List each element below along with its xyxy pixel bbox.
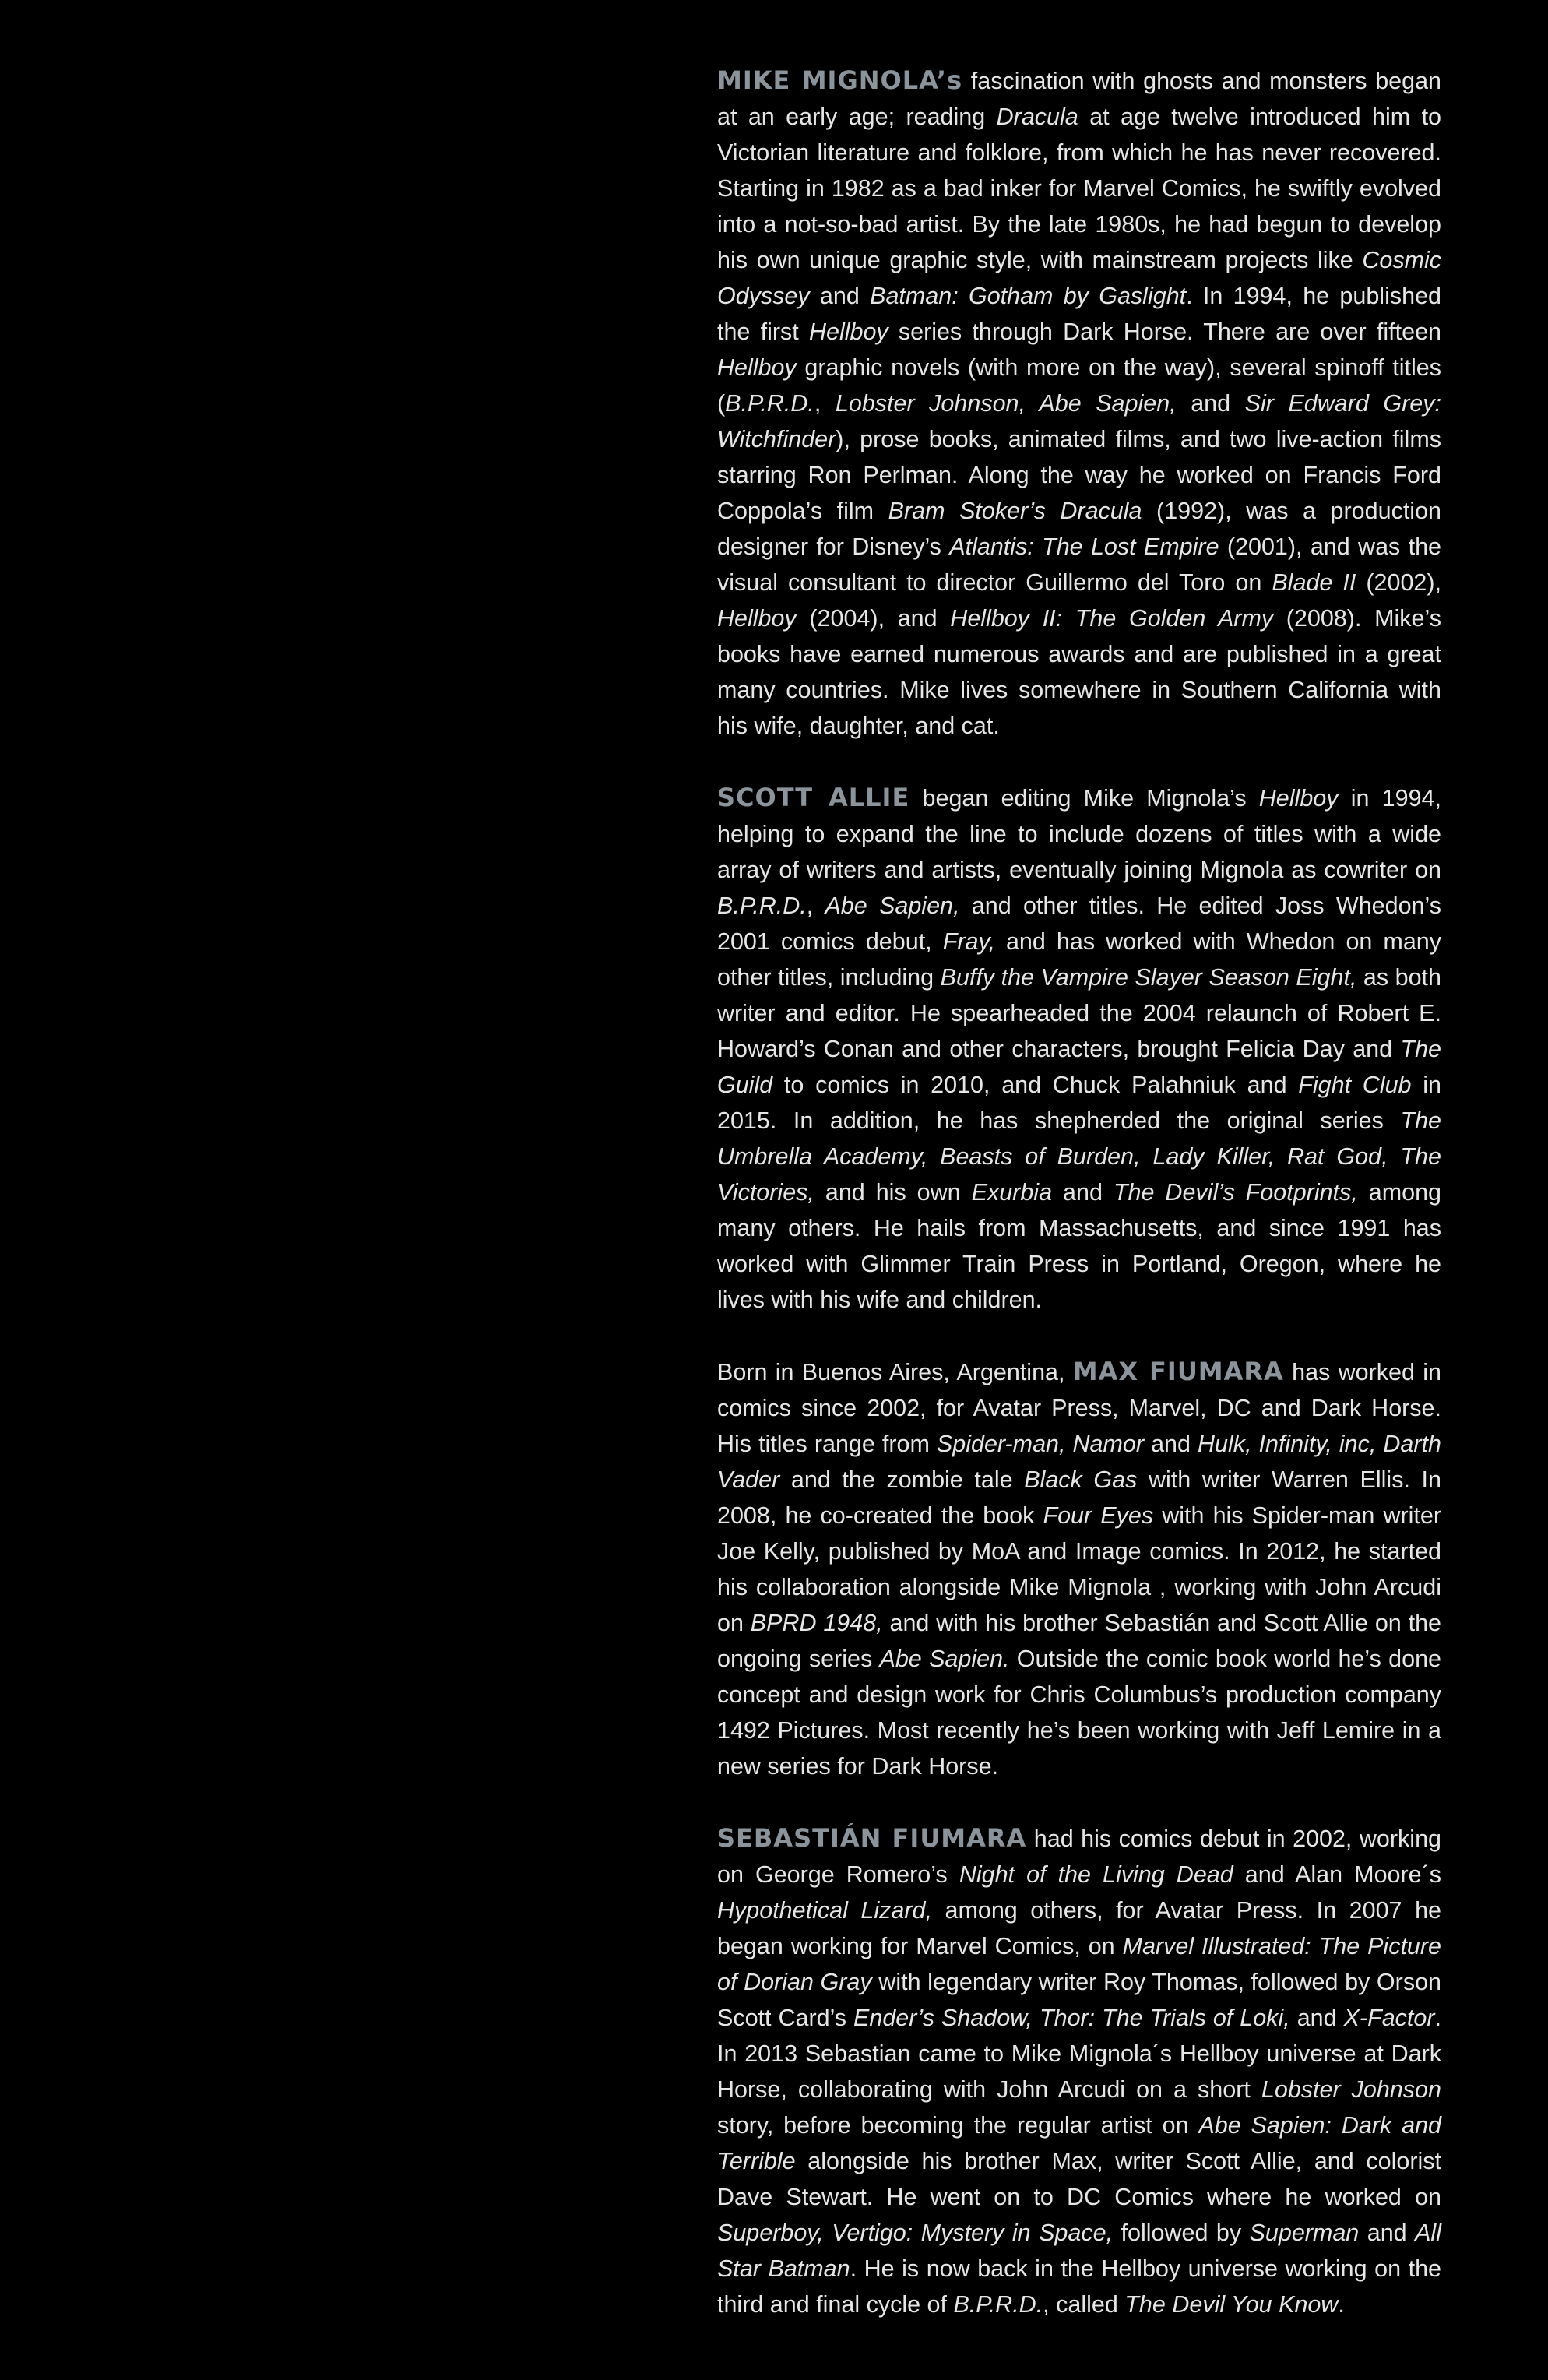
bio-text: and his own (814, 1179, 972, 1206)
bio-name: SCOTT ALLIE (717, 783, 910, 812)
bio-text: and (1289, 2005, 1344, 2031)
bio-title-text: Hellboy II: The Golden Army (950, 605, 1274, 632)
bio-text: series through Dark Horse. There are over fifteen (888, 319, 1441, 345)
bio-text: had his comics debut in 2002, working on George Romero’s (717, 1825, 1441, 1888)
bio-text: (2008). Mike’s books have earned numerous awards and are published in a great many countries. Mike lives somewhere in Southern California with his wife, daughter, and cat. (717, 605, 1441, 739)
bio-text: has worked in comics since 2002, for Avatar Press, Marvel, DC and Dark Horse. His titles range from (717, 1359, 1441, 1457)
bio-text: followed by (1113, 2220, 1250, 2246)
bio-text: (2002), (1356, 569, 1441, 596)
bio-text: Outside the comic book world he’s done concept and design work for Chris Columbus’s production company 1492 Pictures. Most recently he’s been working with Jeff Lemire in a new series for Dark Horse. (717, 1646, 1442, 1780)
bio-title-text: Sir Edward Grey: Witchfinder (717, 390, 1441, 452)
bio-title-text: B.P.R.D. (717, 892, 807, 919)
bio-title-text: The Devil’s Footprints, (1113, 1179, 1358, 1206)
bio-text: (2004), and (796, 605, 951, 632)
bio-title-text: Lobster Johnson, Abe Sapien, (835, 390, 1177, 417)
bio-text: (2001), and was the visual consultant to director Guillermo del Toro on (717, 533, 1441, 596)
bio-title-text: Dracula (996, 104, 1078, 130)
bio-name: MIKE MIGNOLA’s (717, 65, 963, 95)
bio-title-text: B.P.R.D. (953, 2291, 1043, 2318)
bio-paragraph (717, 1354, 1441, 1784)
bio-title-text: Abe Sapien. (879, 1646, 1010, 1672)
bio-text: with his Spider-man writer Joe Kelly, published by MoA and Image comics. In 2012, he started his collaboration alongside Mike Mignola , working with John Arcudi on (717, 1502, 1441, 1636)
bio-text: alongside his brother Max, writer Scott Allie, and colorist Dave Stewart. He went on to DC Comics where he worked on (717, 2148, 1441, 2210)
bio-text: story, before becoming the regular artist on (717, 2112, 1199, 2139)
bio-title-text: Hellboy (717, 354, 797, 381)
bio-title-text: B.P.R.D. (725, 390, 814, 417)
bio-text: and has worked with Whedon on many other titles, including (717, 928, 1441, 991)
bio-text: among many others. He hails from Massachusetts, and since 1991 has worked with Glimmer Train Press in Portland, Oregon, where he lives with his wife and children. (717, 1179, 1442, 1313)
bio-title-text: Fray, (942, 928, 995, 955)
bio-title-text: Hellboy (717, 605, 797, 632)
bio-title-text: X-Factor (1343, 2005, 1435, 2031)
bio-text: and other titles. He edited Joss Whedon’s 2001 comics debut, (717, 892, 1441, 955)
bio-title-text: Ender’s Shadow, Thor: The Trials of Loki, (853, 2005, 1290, 2031)
bio-paragraph (717, 62, 1441, 744)
bio-text: in 1994, helping to expand the line to include dozens of titles with a wide array of writers and artists, eventually joining Mignola as cowriter on (717, 785, 1441, 883)
bio-name: MAX FIUMARA (1072, 1357, 1284, 1386)
bio-title-text: Hulk, Infinity, inc, Darth Vader (717, 1431, 1441, 1493)
bio-title-text: Marvel Illustrated: The Picture of Dorian Gray (717, 1933, 1441, 1995)
bio-text: and (1144, 1431, 1198, 1457)
bio-text: in 2015. In addition, he has shepherded the original series (717, 1072, 1441, 1134)
bio-title-text: Black Gas (1024, 1466, 1138, 1493)
bio-title-text: Lobster Johnson (1261, 2076, 1441, 2103)
bio-title-text: Exurbia (971, 1179, 1053, 1206)
bio-text: (1992), was a production designer for Disney’s (717, 498, 1441, 560)
bio-text: , (806, 892, 825, 919)
bio-text: , (814, 390, 836, 417)
bio-title-text: Superman (1249, 2220, 1360, 2246)
bio-text: ), prose books, animated films, and two live-action films starring Ron Perlman. Along the way he worked on Francis Ford Coppola’s film (717, 426, 1441, 524)
bio-text: fascination with ghosts and monsters began at an early age; reading (717, 68, 1442, 130)
bio-title-text: Fight Club (1298, 1072, 1412, 1098)
bio-title-text: Abe Sapien, (825, 892, 960, 919)
bio-prefix: Born in Buenos Aires, Argentina, (717, 1359, 1073, 1385)
bio-title-text: Superboy, Vertigo: Mystery in Space, (717, 2220, 1114, 2246)
bio-title-text: Cosmic Odyssey (717, 247, 1441, 309)
bio-text: and (1359, 2220, 1416, 2246)
bio-title-text: Hellboy (808, 319, 888, 345)
bio-text: . In 2013 Sebastian came to Mike Mignola´s Hellboy universe at Dark Horse, collaborating with John Arcudi on a short (717, 2005, 1441, 2103)
bio-text: with writer Warren Ellis. In 2008, he co-created the book (717, 1466, 1441, 1529)
bio-text: , called (1043, 2291, 1125, 2318)
bio-text: graphic novels (with more on the way), several spinoff titles ( (717, 354, 1441, 417)
bio-title-text: Hypothetical Lizard, (717, 1897, 932, 1924)
bio-title-text: The Guild (717, 1036, 1441, 1098)
bio-text: with legendary writer Roy Thomas, followed by Orson Scott Card’s (717, 1969, 1441, 2031)
bio-paragraph (717, 780, 1441, 1318)
bio-column (717, 62, 1441, 2358)
bio-text: and with his brother Sebastián and Scott Allie on the ongoing series (717, 1610, 1441, 1672)
bio-text: at age twelve introduced him to Victorian literature and folklore, from which he has never recovered. Starting in 1982 as a bad inker for Marvel Comics, he swiftly evolved into a not-so-bad artist. By the late 1980s, he had begun to develop his own unique graphic style, with mainstream projects like (717, 104, 1442, 273)
bio-title-text: Batman: Gotham by Gaslight (870, 283, 1187, 309)
bio-paragraph (717, 1820, 1441, 2322)
bio-title-text: BPRD 1948, (750, 1610, 883, 1636)
bio-text: among others, for Avatar Press. In 2007 he began working for Marvel Comics, on (717, 1897, 1441, 1959)
bio-title-text: All Star Batman (717, 2220, 1441, 2282)
bio-text: . In 1994, he published the first (717, 283, 1441, 345)
bio-title-text: Abe Sapien: Dark and Terrible (717, 2112, 1441, 2174)
bio-text: as both writer and editor. He spearheaded the 2004 relaunch of Robert E. Howard’s Conan and other characters, brought Felicia Day and (717, 964, 1441, 1062)
bio-title-text: Atlantis: The Lost Empire (949, 533, 1219, 560)
bio-title-text: Spider-man, Namor (936, 1431, 1145, 1457)
bio-title-text: Buffy the Vampire Slayer Season Eight, (940, 964, 1357, 991)
bio-title-text: The Umbrella Academy, Beasts of Burden, Lady Killer, Rat God, The Victories, (717, 1107, 1441, 1206)
bio-title-text: Four Eyes (1043, 1502, 1154, 1529)
bio-text: and Alan Moore´s (1233, 1861, 1442, 1888)
bio-title-text: Bram Stoker’s Dracula (888, 498, 1142, 524)
bio-text: to comics in 2010, and Chuck Palahniuk and (772, 1072, 1299, 1098)
bio-text: . (1338, 2291, 1345, 2318)
bio-title-text: Blade II (1272, 569, 1356, 596)
bio-text: and (1052, 1179, 1114, 1206)
bio-title-text: Night of the Living Dead (959, 1861, 1233, 1888)
bio-text: began editing Mike Mignola’s (909, 785, 1259, 812)
bio-text: . He is now back in the Hellboy universe working on the third and final cycle of (717, 2255, 1441, 2318)
bio-title-text: The Devil You Know (1124, 2291, 1339, 2318)
bio-text: and (809, 283, 871, 309)
bio-name: SEBASTIÁN FIUMARA (717, 1823, 1027, 1853)
bio-text: and (1176, 390, 1245, 417)
bio-text: and the zombie tale (779, 1466, 1025, 1493)
bio-title-text: Hellboy (1258, 785, 1339, 812)
